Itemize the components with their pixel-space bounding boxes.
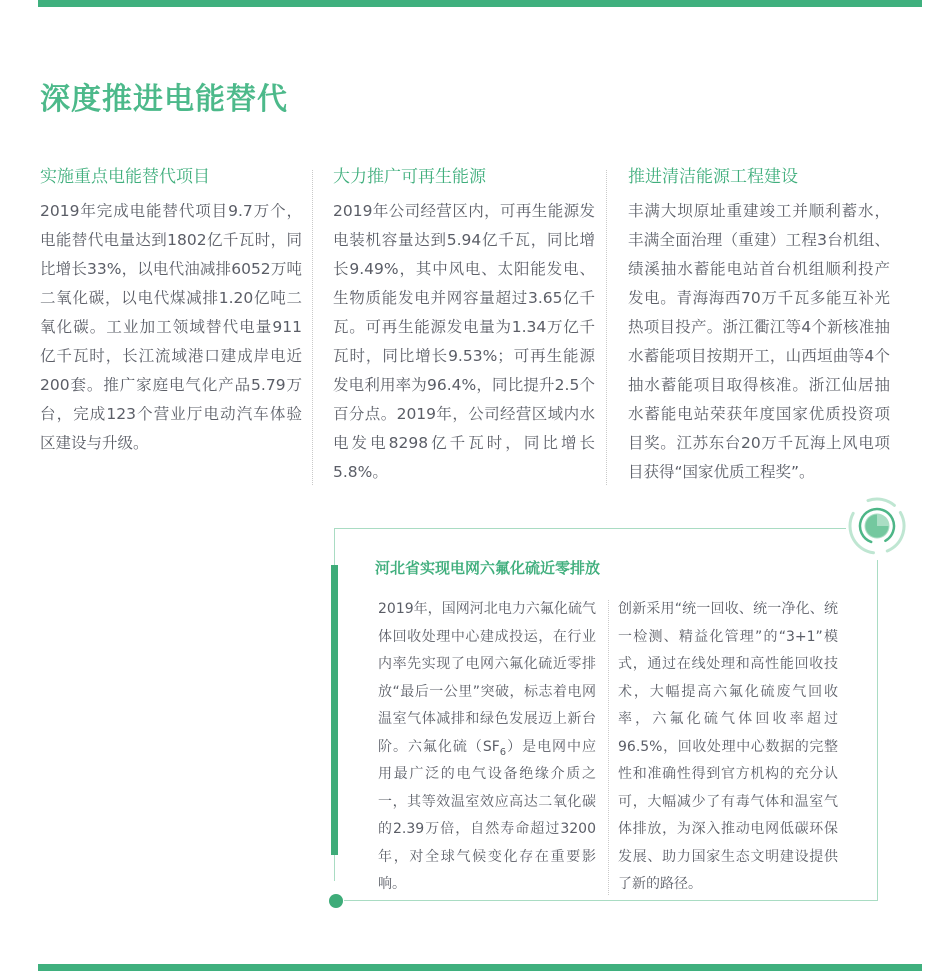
column-heading: 实施重点电能替代项目 xyxy=(40,167,210,187)
case-box-corner-dot xyxy=(329,894,343,908)
case-box-left-accent-bar xyxy=(331,565,338,855)
case-box-left-border xyxy=(334,528,335,565)
page-title: 深度推进电能替代 xyxy=(40,82,288,117)
case-text-part2: ）是电网中应用最广泛的电气设备绝缘介质之一，其等效温室效应高达二氧化碳的2.39万倍，自然寿命超过3200年，对全球气候变化存在重要影响。 xyxy=(378,738,596,892)
column-body: 2019年公司经营区内，可再生能源发电装机容量达到5.94亿千瓦，同比增长9.49%，其中风电、太阳能发电、生物质能发电并网容量超过3.65亿千瓦。可再生能源发电量为1.34万亿千瓦时，同比增长9.53%；可再生能源发电利用率为96.4%，同比提升2.5个百分点。2019年，公司经营区域内水电发电8298亿千瓦时，同比增长5.8%。 xyxy=(333,202,595,481)
column-heading: 推进清洁能源工程建设 xyxy=(628,167,798,187)
case-box-bottom-border xyxy=(344,900,878,901)
case-box-right-border xyxy=(877,560,878,900)
column-divider xyxy=(312,170,313,485)
top-accent-bar xyxy=(38,0,922,7)
column-clean-energy-projects xyxy=(628,166,890,487)
column-body: 2019年完成电能替代项目9.7万个，电能替代电量达到1802亿千瓦时，同比增长33%，以电代油减排6052万吨二氧化碳，以电代煤减排1.20亿吨二氧化碳。工业加工领域替代电量911亿千瓦时，长江流域港口建成岸电近200套。推广家庭电气化产品5.79万台，完成123个营业厅电动汽车体验区建设与升级。 xyxy=(40,202,302,452)
case-box-right-column: 创新采用“统一回收、统一净化、统一检测、精益化管理”的“3+1”模式，通过在线处理和高性能回收技术，大幅提高六氟化硫废气回收率，六氟化硫气体回收率超过96.5%，回收处理中心数据的完整性和准确性得到官方机构的充分认可，大幅减少了有毒气体和温室气体排放，为深入推动电网低碳环保发展、助力国家生态文明建设提供了新的路径。 xyxy=(618,601,838,892)
sf6-subscript: 6 xyxy=(499,746,507,758)
column-renewable-energy xyxy=(333,166,595,487)
case-box-left-border xyxy=(334,855,335,881)
case-box-column-divider xyxy=(608,600,609,895)
column-divider xyxy=(606,170,607,485)
case-box-top-border xyxy=(334,528,846,529)
bottom-accent-bar xyxy=(38,964,922,971)
column-heading: 大力推广可再生能源 xyxy=(333,167,486,187)
case-box-left-column xyxy=(378,596,596,899)
column-body: 丰满大坝原址重建竣工并顺利蓄水，丰满全面治理（重建）工程3台机组、绩溪抽水蓄能电站首台机组顺利投产发电。青海海西70万千瓦多能互补光热项目投产。浙江衢江等4个新核准抽水蓄能项目按期开工，山西垣曲等4个抽水蓄能项目取得核准。浙江仙居抽水蓄能电站荣获年度国家优质投资项目奖。江苏东台20万千瓦海上风电项目获得“国家优质工程奖”。 xyxy=(628,202,890,481)
case-text-part1: 2019年，国网河北电力六氟化硫气体回收处理中心建成投运，在行业内率先实现了电网六氟化硫近零排放“最后一公里”突破，标志着电网温室气体减排和绿色发展迈上新台阶。六氟化硫（SF xyxy=(378,601,596,755)
leaf-circle-icon xyxy=(845,494,909,558)
column-electric-substitution xyxy=(40,166,302,458)
case-box-title: 河北省实现电网六氟化硫近零排放 xyxy=(375,559,601,577)
